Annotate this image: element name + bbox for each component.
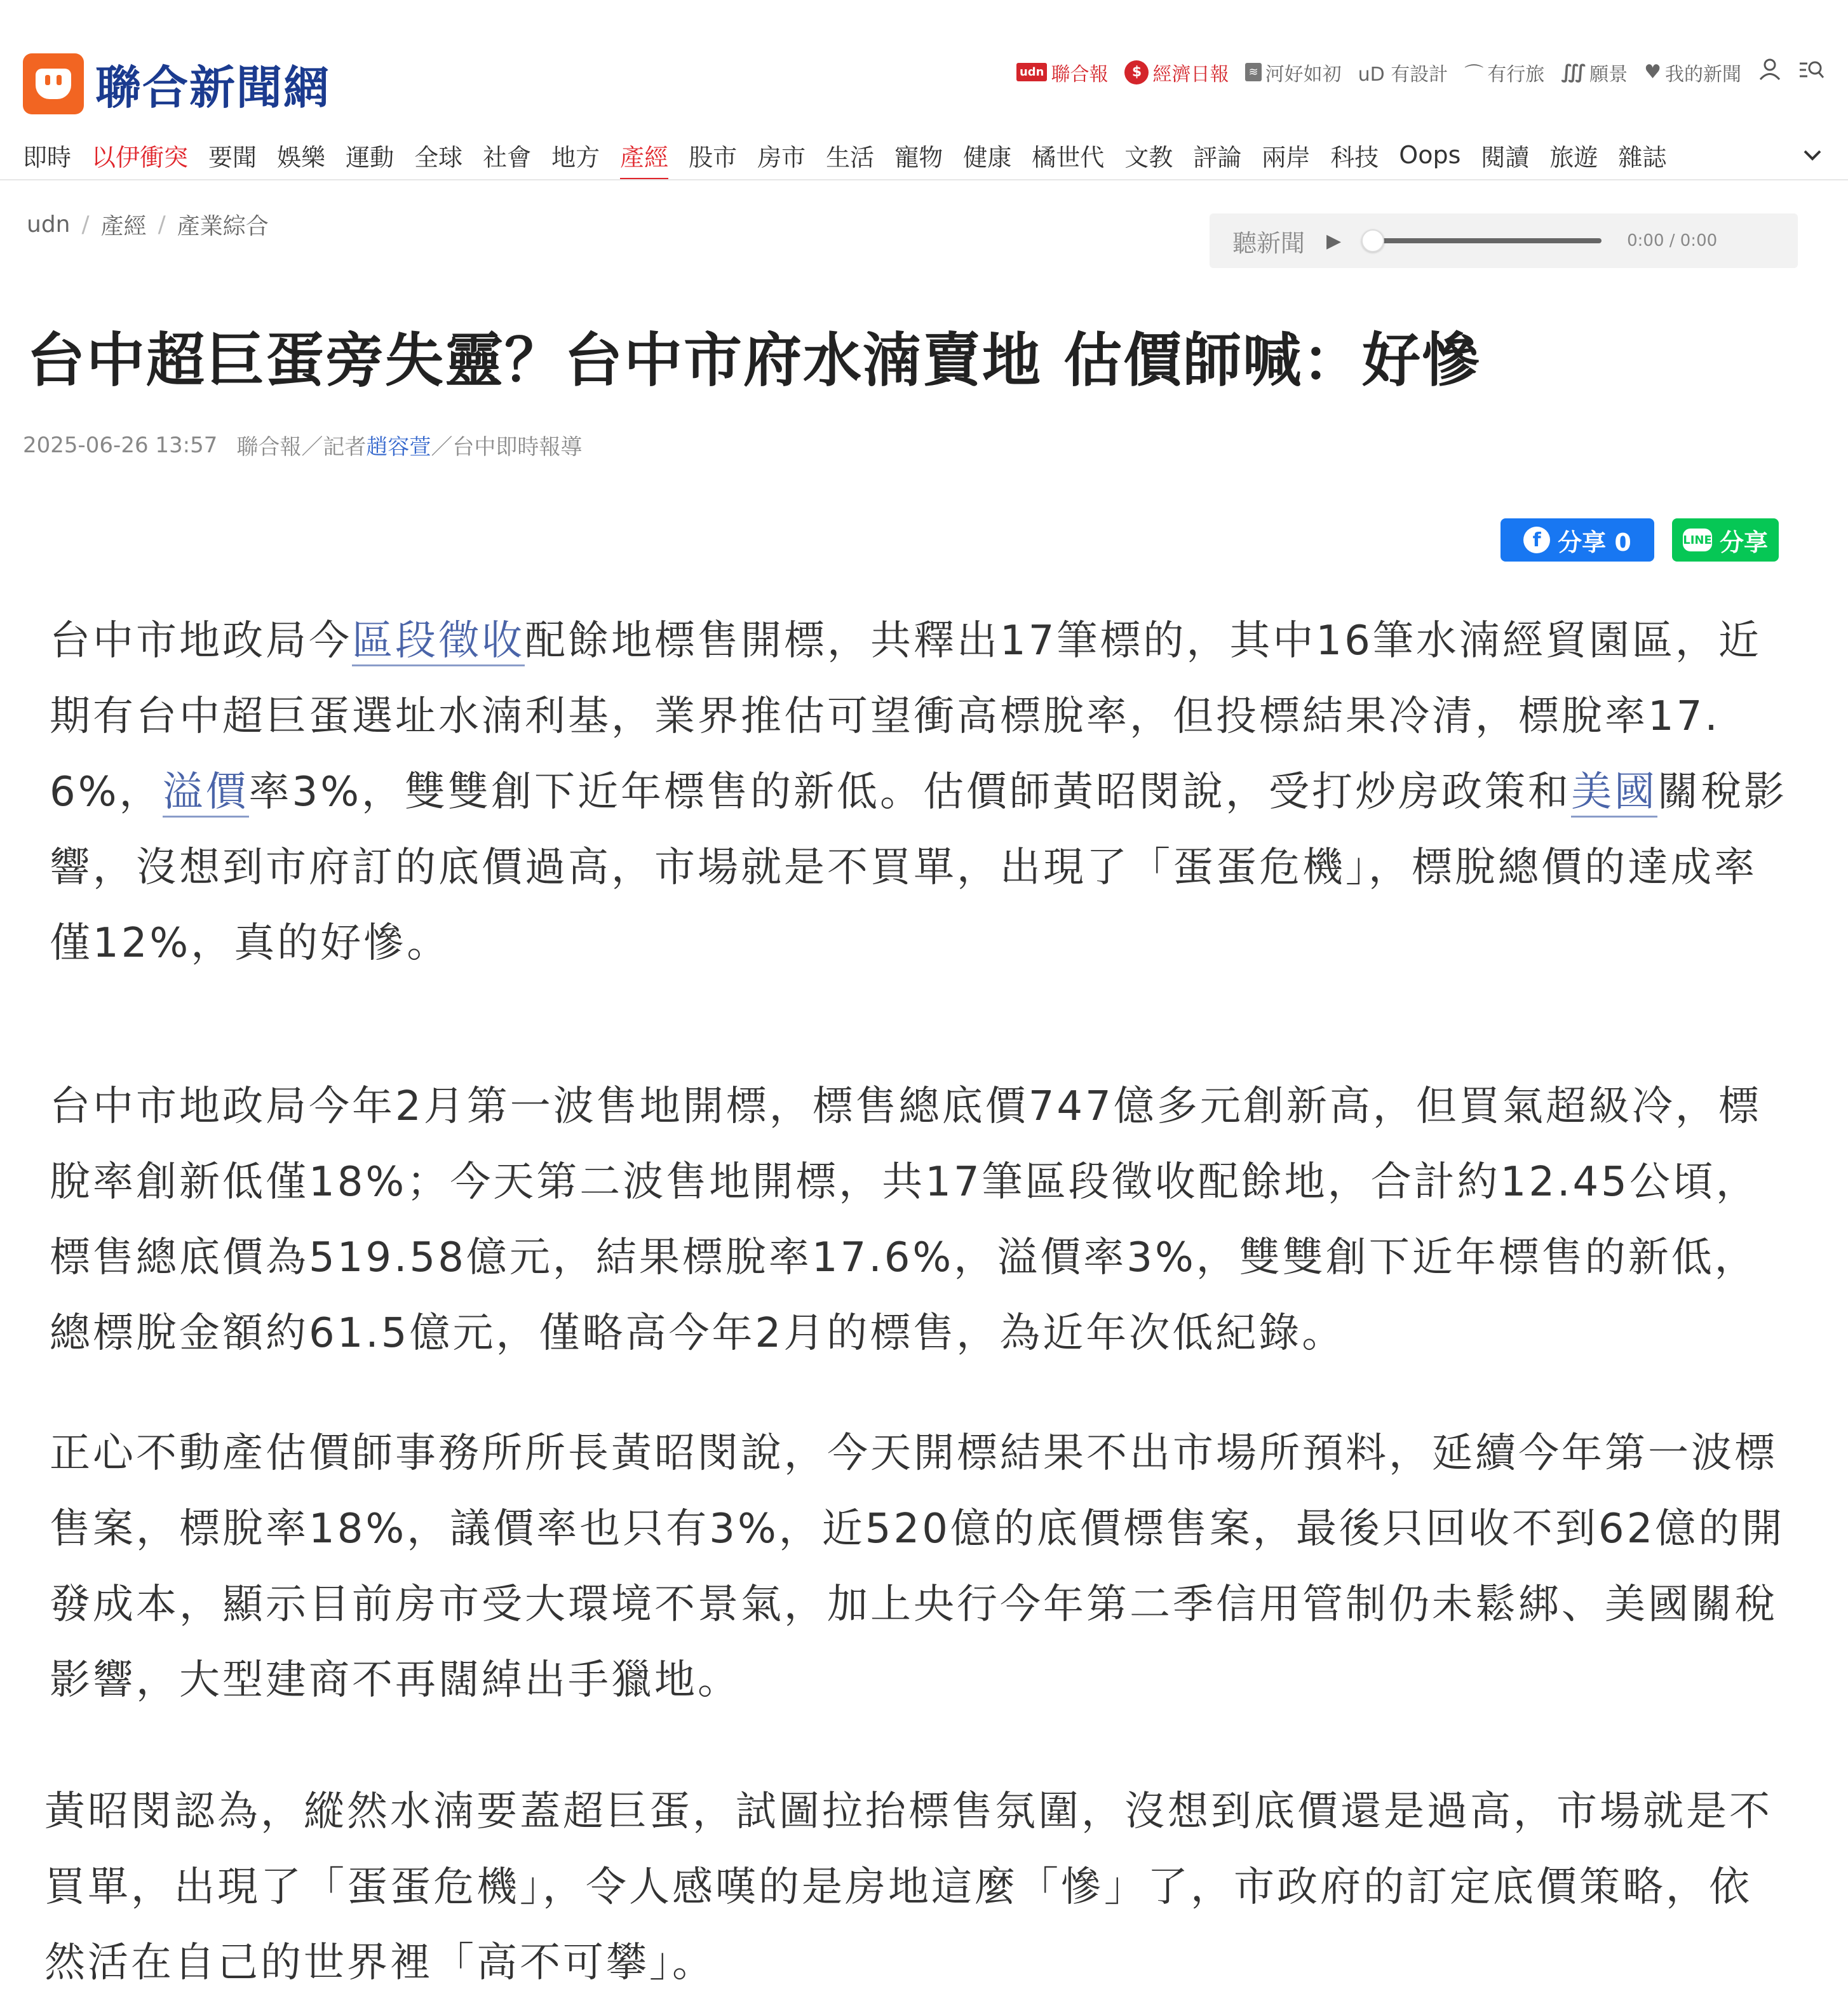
breadcrumb bbox=[27, 208, 269, 241]
heart-icon: ♥ bbox=[1644, 61, 1661, 83]
brand-name: 聯合新聞網 bbox=[95, 61, 331, 114]
nav-item-reading[interactable]: 閱讀 bbox=[1481, 143, 1530, 172]
article-byline: 聯合報／記者趙容萱／台中即時報導 bbox=[236, 435, 583, 460]
nav-item-headlines[interactable]: 要聞 bbox=[208, 143, 257, 172]
nav-item-magazine[interactable]: 雜誌 bbox=[1618, 143, 1667, 172]
nav-item-opinion[interactable]: 評論 bbox=[1193, 143, 1242, 172]
article-paragraph-1: 台中市地政局今區段徵收配餘地標售開標，共釋出17筆標的，其中16筆水湳經貿園區，近期有台中超巨蛋選址水湳利基，業界推估可望衝高標脫率，但投標結果冷清，標脫率17.6%，溢價率3%，雙雙創下近年標售的新低。估價師黃昭閔說，受打炒房政策和美國關稅影響，沒想到市府訂的底價過高，市場就是不買單，出現了「蛋蛋危機」，標脫總價的達成率僅12%，真的好慘。 bbox=[50, 617, 1788, 967]
play-icon[interactable]: ▶ bbox=[1326, 229, 1342, 252]
nav-item-sports[interactable]: 運動 bbox=[346, 143, 395, 172]
toplink-udn-paper[interactable]: udn 聯合報 bbox=[1016, 58, 1109, 86]
audio-progress-slider[interactable] bbox=[1366, 238, 1602, 243]
user-icon[interactable] bbox=[1758, 57, 1782, 87]
nav-item-entertainment[interactable]: 娛樂 bbox=[277, 143, 326, 172]
udn-logo-icon bbox=[23, 53, 84, 114]
top-links bbox=[1016, 57, 1825, 87]
nav-item-israel-iran[interactable]: 以伊衝突 bbox=[91, 143, 189, 172]
nav-item-housing[interactable]: 房市 bbox=[757, 143, 806, 172]
breadcrumb-udn[interactable]: udn bbox=[27, 212, 71, 238]
nav-item-travel[interactable]: 旅遊 bbox=[1549, 143, 1598, 172]
toplink-money[interactable]: $ 經濟日報 bbox=[1124, 58, 1229, 86]
main-nav bbox=[23, 140, 1825, 178]
nav-item-life[interactable]: 生活 bbox=[826, 143, 875, 172]
nav-item-society[interactable]: 社會 bbox=[483, 143, 532, 172]
nav-item-global[interactable]: 全球 bbox=[414, 143, 463, 172]
audio-time: 0:00 / 0:00 bbox=[1627, 231, 1718, 250]
article-meta bbox=[23, 429, 582, 461]
breadcrumb-separator: / bbox=[81, 212, 90, 238]
vision-icon: ∭ bbox=[1561, 61, 1586, 83]
nav-item-health[interactable]: 健康 bbox=[963, 143, 1012, 172]
article-date: 2025-06-26 13:57 bbox=[23, 432, 218, 458]
keyword-link[interactable]: 溢價 bbox=[163, 769, 249, 818]
facebook-icon: f bbox=[1523, 527, 1550, 553]
breadcrumb-industry[interactable]: 產經 bbox=[100, 213, 147, 239]
toplink-vision[interactable]: ∭ 願景 bbox=[1561, 61, 1628, 86]
line-icon: LINE bbox=[1683, 529, 1712, 551]
nav-item-realtime[interactable]: 即時 bbox=[23, 143, 72, 172]
river-icon: ≋ bbox=[1245, 63, 1261, 81]
nav-item-pets[interactable]: 寵物 bbox=[894, 143, 943, 172]
nav-item-local[interactable]: 地方 bbox=[551, 143, 600, 172]
article-paragraph-2: 台中市地政局今年2月第一波售地開標，標售總底價747億多元創新高，但買氣超級冷，標脫率創新低僅18%；今天第二波售地開標，共17筆區段徵收配餘地，合計約12.45公頃，標售總底價為519.58億元，結果標脫率17.6%，溢價率3%，雙雙創下近年標售的新低，總標脫金額約61.5億元，僅略高今年2月的標售，為近年次低紀錄。 bbox=[50, 1083, 1762, 1357]
audio-player bbox=[1210, 213, 1798, 268]
audio-label: 聽新聞 bbox=[1232, 229, 1305, 257]
keyword-link[interactable]: 美國 bbox=[1571, 769, 1657, 818]
keyword-link[interactable]: 區段徵收 bbox=[352, 617, 525, 666]
nav-item-stocks[interactable]: 股市 bbox=[689, 143, 738, 172]
audio-slider-handle[interactable] bbox=[1361, 229, 1384, 252]
nav-item-tech[interactable]: 科技 bbox=[1330, 143, 1379, 172]
site-logo[interactable] bbox=[23, 51, 330, 117]
nav-item-orange-gen[interactable]: 橘世代 bbox=[1032, 143, 1105, 172]
nav-item-oops[interactable]: Oops bbox=[1399, 141, 1461, 169]
toplink-river[interactable]: ≋ 河好如初 bbox=[1245, 58, 1341, 86]
udn-paper-icon: udn bbox=[1016, 63, 1048, 81]
search-menu-icon[interactable] bbox=[1798, 57, 1825, 87]
travel-icon: ⌒ bbox=[1464, 63, 1484, 86]
toplink-ud-design[interactable]: uD 有設計 bbox=[1358, 63, 1448, 86]
nav-item-cross-strait[interactable]: 兩岸 bbox=[1262, 143, 1311, 172]
toplink-travel[interactable]: ⌒ 有行旅 bbox=[1464, 58, 1544, 86]
breadcrumb-industry-general[interactable]: 產業綜合 bbox=[177, 213, 269, 239]
article-paragraph-3: 正心不動產估價師事務所所長黃昭閔說，今天開標結果不出市場所預料，延續今年第一波標售案，標脫率18%，議價率也只有3%，近520億的底價標售案，最後只回收不到62億的開發成本，顯示目前房市受大環境不景氣，加上央行今年第二季信用管制仍未鬆綁、美國關稅影響，大型建商不再闊綽出手獵地。 bbox=[50, 1430, 1785, 1704]
toplink-my-news[interactable]: ♥ 我的新聞 bbox=[1644, 61, 1741, 86]
breadcrumb-separator: / bbox=[158, 212, 166, 238]
article-paragraph-4: 黃昭閔認為，縱然水湳要蓋超巨蛋，試圖拉抬標售氛圍，沒想到底價還是過高，市場就是不買單，出現了「蛋蛋危機」，令人感嘆的是房地這麼「慘」了，市政府的訂定底價策略，依然活在自己的世界裡「高不可攀」。 bbox=[44, 1788, 1772, 1986]
reporter-link[interactable]: 趙容萱 bbox=[366, 435, 431, 460]
nav-item-culture[interactable]: 文教 bbox=[1124, 143, 1173, 172]
line-share-button[interactable]: LINE 分享 bbox=[1672, 518, 1779, 562]
nav-divider bbox=[0, 179, 1848, 180]
chevron-down-icon[interactable] bbox=[1800, 142, 1825, 174]
money-icon: $ bbox=[1124, 60, 1149, 84]
article-title: 台中超巨蛋旁失靈？台中市府水湳賣地 估價師喊：好慘 bbox=[27, 327, 1482, 394]
facebook-share-button[interactable]: f 分享 0 bbox=[1501, 518, 1654, 562]
nav-item-industry[interactable]: 產經 bbox=[620, 138, 668, 180]
